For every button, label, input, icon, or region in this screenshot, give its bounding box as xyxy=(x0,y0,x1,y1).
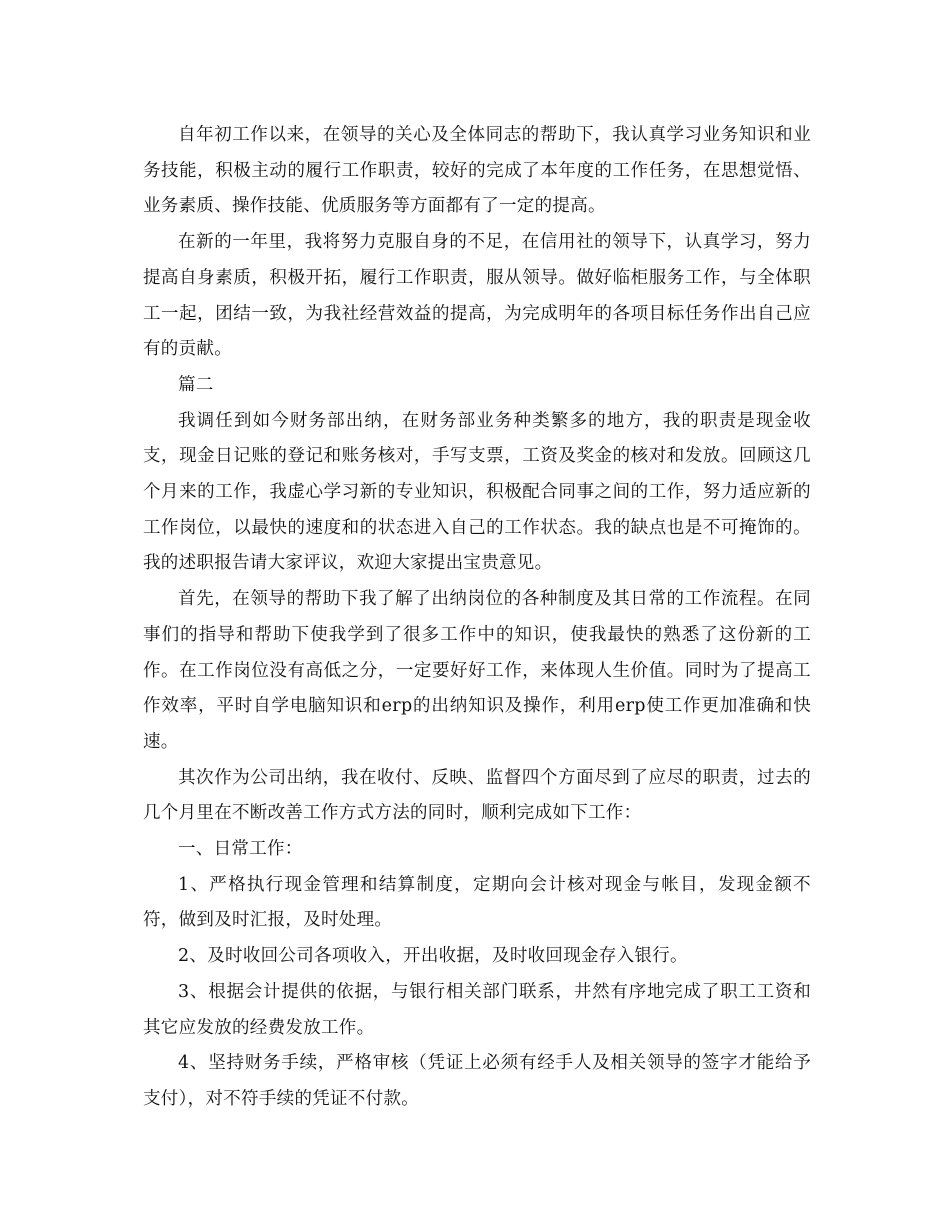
list-item: 1、严格执行现金管理和结算制度，定期向会计核对现金与帐目，发现金额不符，做到及时汇报，及时处理。 xyxy=(143,874,811,931)
paragraph-second: 其次作为公司出纳，我在收付、反映、监督四个方面尽到了应尽的职责，过去的几个月里在不断改善工作方式方法的同时，顺利完成如下工作： xyxy=(143,767,811,824)
list-item: 3、根据会计提供的依据，与银行相关部门联系，井然有序地完成了职工工资和其它应发放的经费发放工作。 xyxy=(143,981,811,1038)
section-heading: 篇二 xyxy=(178,374,214,395)
paragraph-first: 首先，在领导的帮助下我了解了出纳岗位的各种制度及其日常的工作流程。在同事们的指导和帮助下使我学到了很多工作中的知识，使我最快的熟悉了这份新的工作。在工作岗位没有高低之分，一定要好好工作，来体现人生价值。同时为了提高工作效率，平时自学电脑知识和erp的出纳知识及操作，利用erp使工作更加准确和快速。 xyxy=(143,589,811,752)
paragraph-intro: 自年初工作以来，在领导的关心及全体同志的帮助下，我认真学习业务知识和业务技能，积极主动的履行工作职责，较好的完成了本年度的工作任务，在思想觉悟、业务素质、操作技能、优质服务等方面都有了一定的提高。 xyxy=(143,125,811,217)
paragraph-cashier-role: 我调任到如今财务部出纳，在财务部业务种类繁多的地方，我的职责是现金收支，现金日记账的登记和账务核对，手写支票，工资及奖金的核对和发放。回顾这几个月来的工作，我虚心学习新的专业知识，积极配合同事之间的工作，努力适应新的工作岗位，以最快的速度和的状态进入自己的工作状态。我的缺点也是不可掩饰的。我的述职报告请大家评议，欢迎大家提出宝贵意见。 xyxy=(143,410,811,574)
document-body xyxy=(143,118,811,1118)
list-item: 4、坚持财务手续，严格审核（凭证上必须有经手人及相关领导的签字才能给予支付），对不符手续的凭证不付款。 xyxy=(143,1053,811,1109)
subsection-heading: 一、日常工作： xyxy=(178,839,303,860)
list-item: 2、及时收回公司各项收入，开出收据，及时收回现金存入银行。 xyxy=(178,946,688,967)
paragraph-new-year-plan: 在新的一年里，我将努力克服自身的不足，在信用社的领导下，认真学习，努力提高自身素质，积极开拓，履行工作职责，服从领导。做好临柜服务工作，与全体职工一起，团结一致，为我社经营效益的提高，为完成明年的各项目标任务作出自己应有的贡献。 xyxy=(143,232,811,360)
